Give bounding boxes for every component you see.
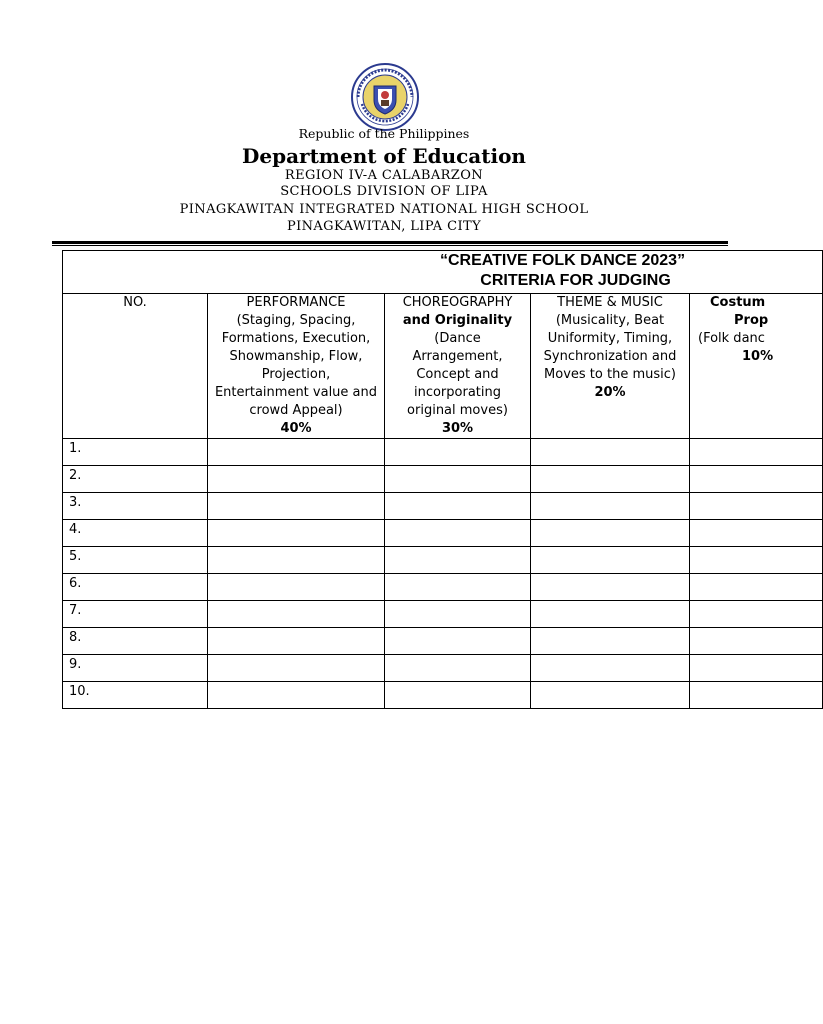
score-cell[interactable] [531,466,690,493]
score-cell[interactable] [385,628,531,655]
col-choreography-subtitle: and Originality [402,313,513,328]
table-row [63,601,823,628]
col-performance-weight: 40% [280,421,312,436]
col-costume-details: (Folk danc [698,331,765,346]
col-choreography-details: (Dance Arrangement, Concept and incorporating original moves) [407,331,508,418]
col-header-no [63,294,208,439]
score-cell[interactable] [690,574,823,601]
department-title: Department of Education [242,144,526,168]
region-line: REGION IV-A CALABARZON [284,168,484,183]
score-cell[interactable] [208,682,385,709]
score-cell[interactable] [690,547,823,574]
score-cell[interactable] [208,628,385,655]
col-header-choreography [385,294,531,439]
score-cell[interactable] [385,493,531,520]
score-cell[interactable] [531,601,690,628]
col-no-title: NO. [123,295,147,310]
col-header-performance [208,294,385,439]
header-divider-thin [52,245,728,246]
criteria-table-frame [62,250,774,702]
row-number-cell [63,520,208,547]
score-cell[interactable] [385,466,531,493]
score-cell[interactable] [690,601,823,628]
col-choreography-title: CHOREOGRAPHY [402,295,513,310]
row-number-cell [63,628,208,655]
col-costume-weight: 10% [742,349,774,364]
col-theme-weight: 20% [594,385,626,400]
row-number-cell [63,493,208,520]
table-title-cell [63,251,823,294]
row-number: 7. [69,603,82,618]
header-divider-thick [52,241,728,244]
col-theme-title: THEME & MUSIC [557,295,663,310]
school-name: PINAGKAWITAN INTEGRATED NATIONAL HIGH SCHOOL [179,202,589,217]
score-cell[interactable] [385,655,531,682]
col-header-costume [690,294,823,439]
score-cell[interactable] [531,655,690,682]
row-number-cell [63,655,208,682]
col-costume-subtitle: Prop [734,313,769,328]
row-number: 1. [69,441,82,456]
row-number: 3. [69,495,82,510]
score-cell[interactable] [385,547,531,574]
row-number: 6. [69,576,82,591]
score-cell[interactable] [208,466,385,493]
score-cell[interactable] [690,628,823,655]
row-number-cell [63,547,208,574]
score-cell[interactable] [208,655,385,682]
division-line: SCHOOLS DIVISION OF LIPA [280,184,488,199]
score-cell[interactable] [208,439,385,466]
table-row [63,439,823,466]
col-performance-details: (Staging, Spacing, Formations, Execution, Showmanship, Flow, Projection, Entertainment value and crowd Appeal) [214,313,378,418]
criteria-heading: CRITERIA FOR JUDGING [480,272,671,289]
score-cell[interactable] [531,574,690,601]
criteria-table [62,250,823,709]
score-cell[interactable] [690,520,823,547]
table-header-row [63,294,823,439]
score-cell[interactable] [208,601,385,628]
republic-line: Republic of the Philippines [298,126,470,141]
score-cell[interactable] [690,439,823,466]
table-row [63,493,823,520]
score-cell[interactable] [531,628,690,655]
score-cell[interactable] [531,682,690,709]
col-choreography-weight: 30% [441,421,474,436]
table-row [63,682,823,709]
score-cell[interactable] [690,466,823,493]
row-number: 8. [69,630,82,645]
score-cell[interactable] [208,493,385,520]
score-cell[interactable] [531,547,690,574]
score-cell[interactable] [531,493,690,520]
school-location: PINAGKAWITAN, LIPA CITY [286,219,482,234]
table-row [63,547,823,574]
score-cell[interactable] [690,493,823,520]
score-cell[interactable] [208,574,385,601]
row-number: 10. [69,684,90,699]
score-cell[interactable] [531,439,690,466]
row-number-cell [63,574,208,601]
row-number: 4. [69,522,82,537]
col-header-theme-music [531,294,690,439]
row-number-cell [63,466,208,493]
event-title: “CREATIVE FOLK DANCE 2023” [439,252,686,269]
score-cell[interactable] [531,520,690,547]
score-cell[interactable] [385,520,531,547]
table-row [63,466,823,493]
score-cell[interactable] [385,601,531,628]
table-row [63,574,823,601]
row-number: 9. [69,657,82,672]
score-cell[interactable] [208,520,385,547]
table-row [63,628,823,655]
score-cell[interactable] [690,655,823,682]
row-number: 5. [69,549,82,564]
row-number-cell [63,601,208,628]
col-performance-title: PERFORMANCE [246,295,346,310]
score-cell[interactable] [385,439,531,466]
table-row [63,520,823,547]
row-number-cell [63,682,208,709]
score-cell[interactable] [385,574,531,601]
col-costume-title: Costum [710,295,766,310]
score-cell[interactable] [208,547,385,574]
col-theme-details: (Musicality, Beat Uniformity, Timing, Synchronization and Moves to the music) [543,313,677,382]
table-row [63,655,823,682]
score-cell[interactable] [690,682,823,709]
row-number: 2. [69,468,82,483]
deped-seal-logo [350,62,420,132]
row-number-cell [63,439,208,466]
score-cell[interactable] [385,682,531,709]
table-title-row [63,251,823,294]
